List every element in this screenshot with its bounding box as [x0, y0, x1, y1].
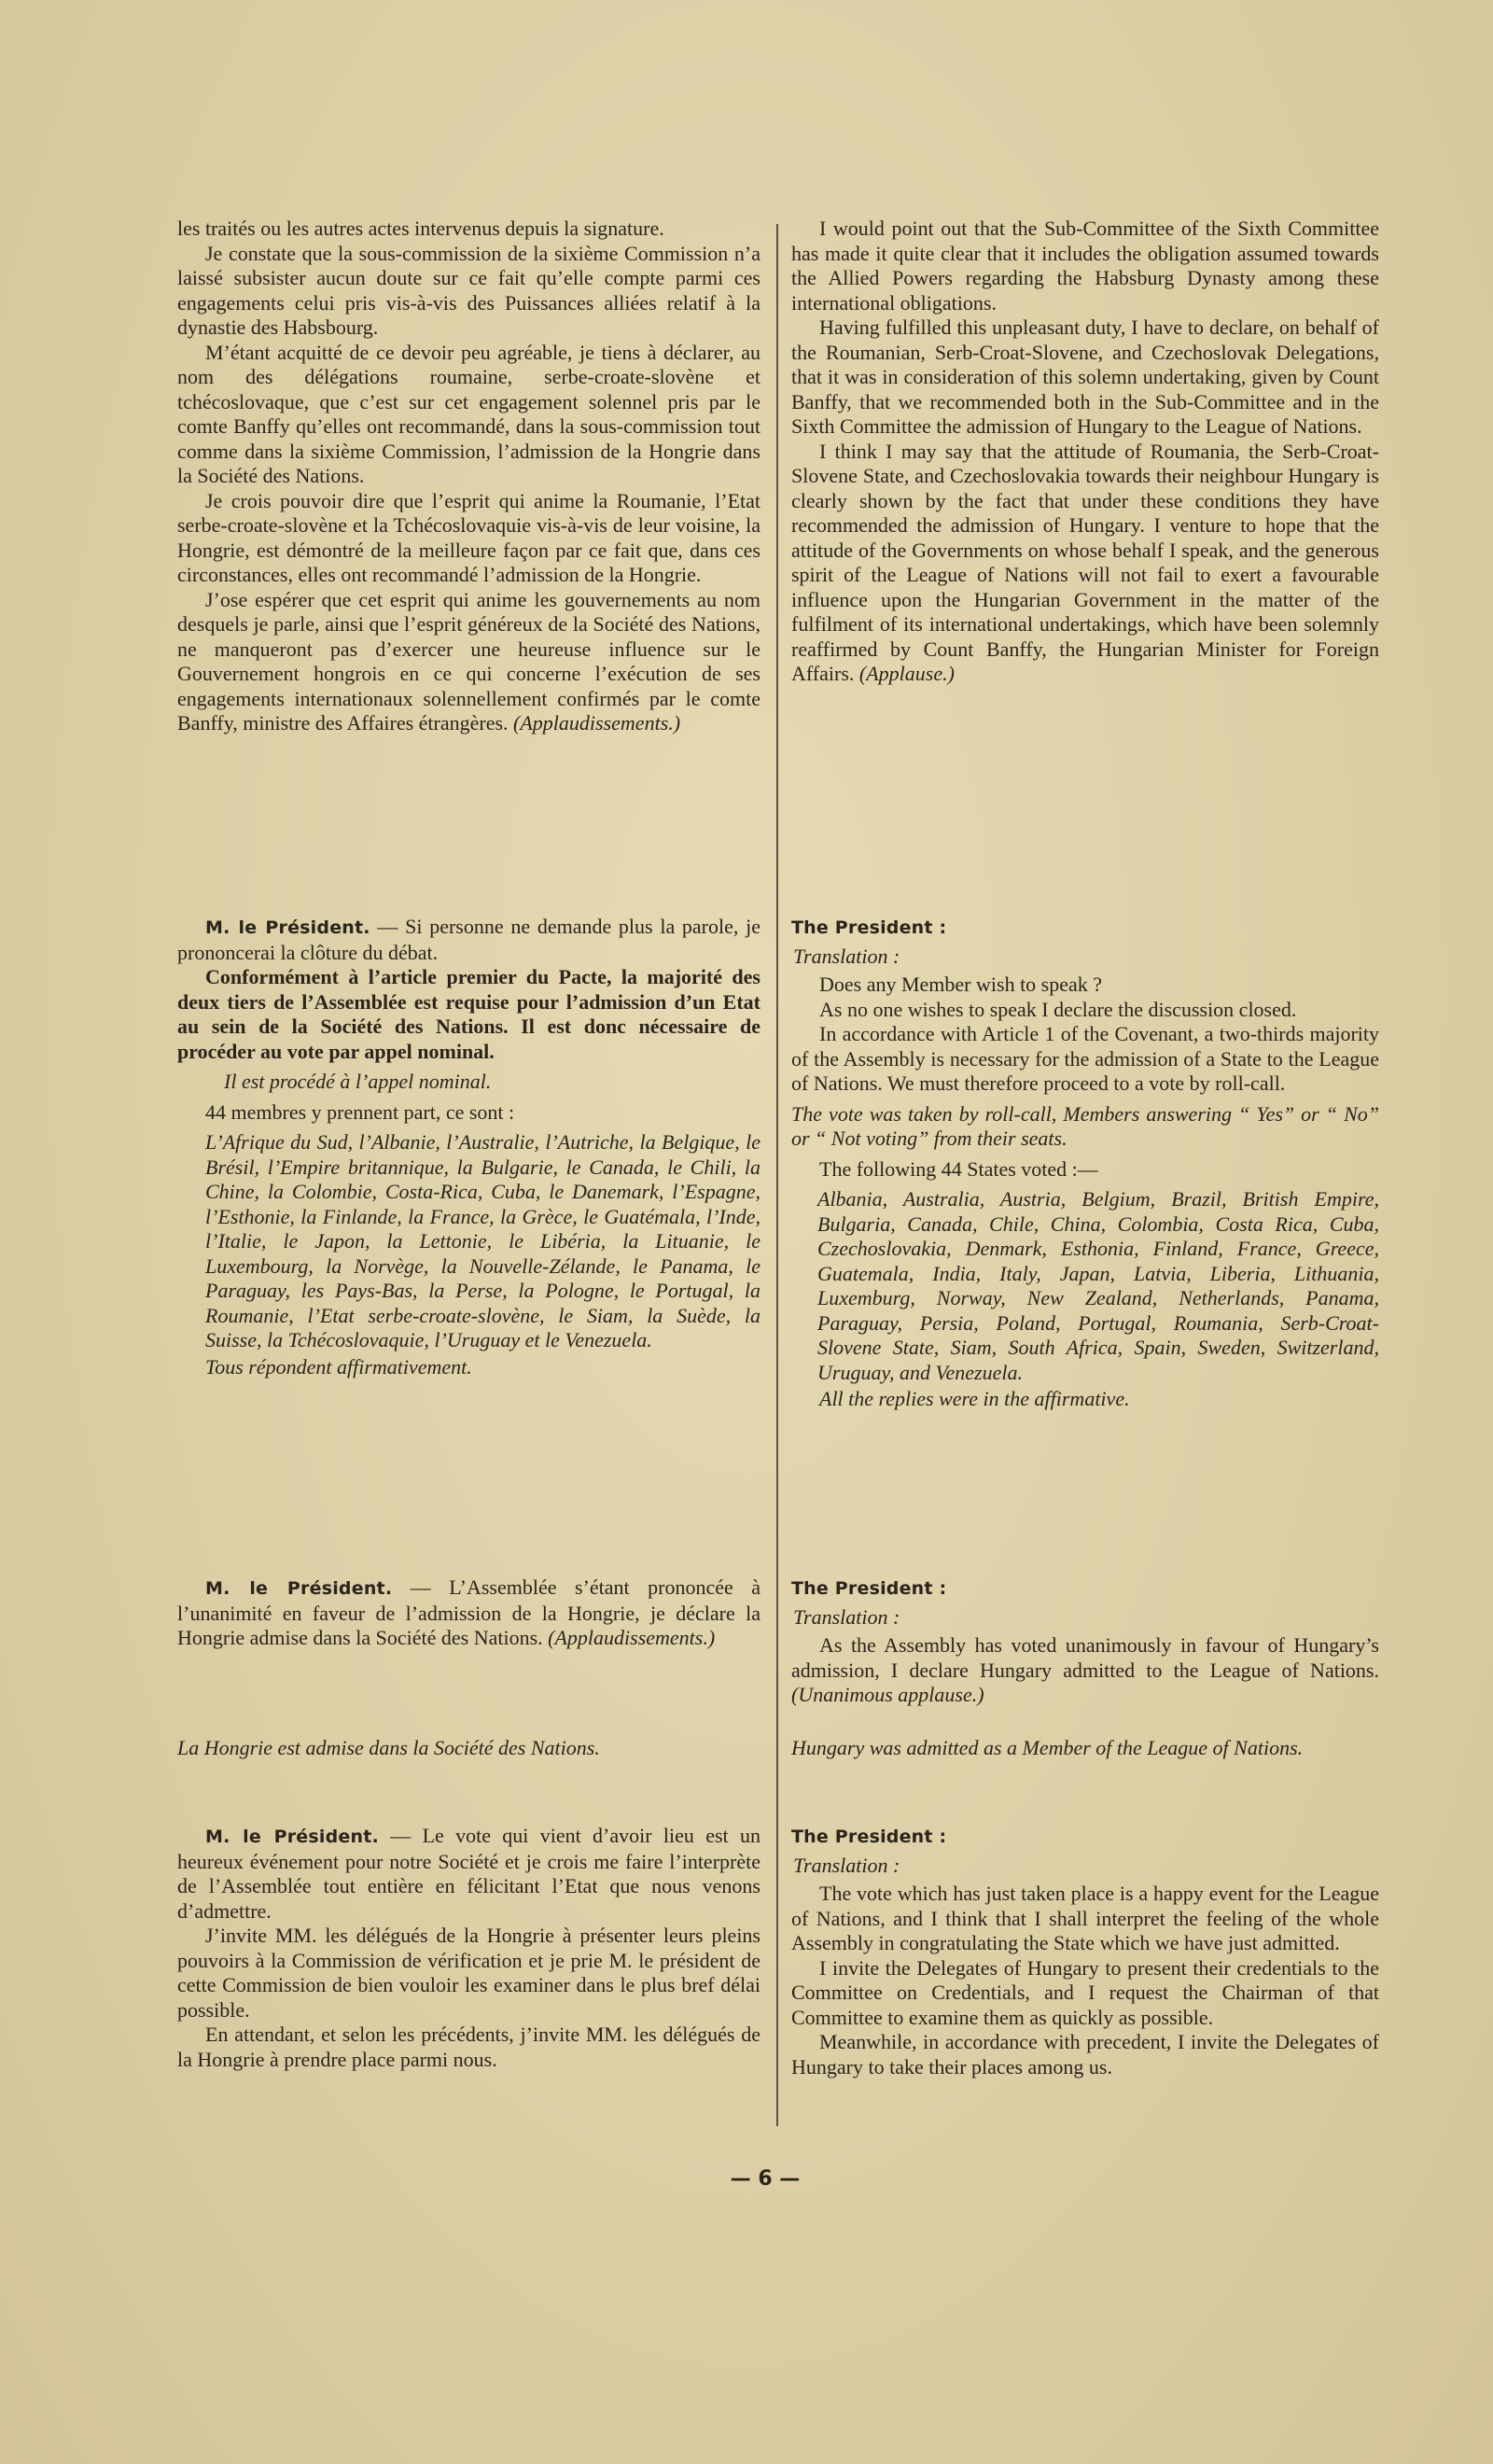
applause-note: (Applause.) [858, 662, 955, 685]
paragraph [791, 915, 1379, 941]
english-vote-section [791, 915, 1379, 1412]
paragraph: I invite the Delegates of Hungary to present their credentials to the Committee on Credentials, and I request the Chairman of that Committee to examine them as quickly as possible. [791, 1955, 1379, 2029]
admission-note: Hungary was admitted as a Member of the League of Nations. [791, 1736, 1304, 1759]
paragraph: Does any Member wish to speak ? [819, 973, 1103, 996]
paragraph [791, 1824, 1379, 1850]
paragraph: The following 44 States voted :— [819, 1156, 1098, 1181]
english-final-section [791, 1824, 1379, 2079]
paragraph [177, 915, 760, 965]
paragraph-text: As the Assembly has voted unanimously in favour of Hungary’s admission, I declare Hungary admitted to the League of Nations. [791, 1633, 1379, 1682]
speaker-label: M. le Président. [205, 1827, 379, 1847]
states-list: L’Afrique du Sud, l’Albanie, l’Australie, l’Autriche, la Belgique, le Brésil, l’Empire britannique, la Bulgarie, le Canada, le Chili, la Chine, la Colombie, Costa-Rica, Cuba, le Danemark, l’Espagne, l’Esthonie, la Finlande, la France, la Grèce, le Guatémala, l’Inde, l’Italie, le Japon, la Lettonie, le Libéria, la Lituanie, le Luxembourg, la Norvège, la Nouvelle-Zélande, le Panama, le Paraguay, les Pays-Bas, la Perse, la Pologne, le Portugal, la Roumanie, l’Etat serbe-croate-slovène, le Siam, la Suède, la Suisse, la Tchécoslovaquie, l’Uruguay et le Venezuela. [205, 1130, 760, 1351]
stage-direction: Il est procédé à l’appel nominal. [224, 1070, 492, 1093]
paragraph: les traités ou les autres actes intervenus depuis la signature. [177, 217, 664, 240]
vote-result: Tous répondent affirmativement. [205, 1354, 472, 1379]
french-intro [177, 217, 760, 736]
paragraph-text: — L’Assemblée s’étant prononcée à l’unanimité en faveur de l’admission de la Hongrie, je déclare la Hongrie admise dans la Société des Nations. [177, 1575, 760, 1649]
page-number: — 6 — [730, 2167, 801, 2191]
english-declaration [791, 1575, 1379, 1708]
translation-label: Translation : [793, 1604, 900, 1629]
paragraph: Conformément à l’article premier du Pacte, la majorité des deux tiers de l’Assemblée est requise pour l’admission d’un Etat au sein de la Société des Nations. Il est donc nécessaire de procéder au vote par appel nominal. [177, 965, 760, 1063]
paragraph: J’invite MM. les délégués de la Hongrie à présenter leurs pleins pouvoirs à la Commission de vérification et je prie M. le président de cette Commission de bien vouloir les examiner dans le plus bref délai possible. [177, 1924, 760, 2022]
french-declaration [177, 1575, 760, 1651]
paragraph: As no one wishes to speak I declare the discussion closed. [819, 997, 1297, 1021]
paragraph-text: I think I may say that the attitude of Roumania, the Serb-Croat-Slovene State, and Czechoslovakia towards their neighbour Hungary is clearly shown by the fact that under these conditions they have recommended the admission of Hungary. I venture to hope that the attitude of the Governments on whose behalf I speak, and the generous spirit of the League of Nations will not fail to exert a favourable influence upon the Hungarian Government in the matter of the fulfilment of its international undertakings, which have been solemnly reaffirmed by Count Banffy, the Hungarian Minister for Foreign Affairs. [791, 439, 1379, 685]
english-admitted-line [791, 1736, 1379, 1761]
paragraph: I would point out that the Sub-Committee of the Sixth Committee has made it quite clear that it includes the obligation assumed towards the Allied Powers regarding the Habsburg Dynasty among these international obligations. [791, 217, 1379, 315]
paragraph: The vote which has just taken place is a happy event for the League of Nations, and I think that I shall interpret the feeling of the whole Assembly in congratulating the State which we have just admitted. [791, 1882, 1379, 1954]
paragraph [791, 1575, 1379, 1602]
paragraph [177, 588, 760, 736]
stage-direction: The vote was taken by roll-call, Members answering “ Yes” or “ No” or “ Not voting” from their seats. [791, 1101, 1379, 1150]
french-vote-section [177, 915, 760, 1379]
french-admitted-line [177, 1736, 760, 1761]
paragraph: In accordance with Article 1 of the Covenant, a two-thirds majority of the Assembly is necessary for the admission of a State to the League of Nations. We must therefore proceed to a vote by roll-call. [791, 1022, 1379, 1095]
paragraph [791, 440, 1379, 687]
paragraph: Having fulfilled this unpleasant duty, I have to declare, on behalf of the Roumanian, Serb-Croat-Slovene, and Czechoslovak Delegations, that it was in consideration of this solemn undertaking, given by Count Banffy, that we recommended both in the Sub-Committee and in the Sixth Committee the admission of Hungary to the League of Nations. [791, 315, 1379, 438]
french-final-section [177, 1824, 760, 2072]
paragraph: 44 membres y prennent part, ce sont : [205, 1099, 515, 1124]
applause-note: (Unanimous applause.) [791, 1683, 984, 1706]
speaker-label: The President : [791, 1578, 947, 1599]
paragraph-text: J’ose espérer que cet esprit qui anime les gouvernements au nom desquels je parle, ainsi que l’esprit généreux de la Société des Nations, ne manqueront pas d’exercer une heureuse influence sur le Gouvernement hongrois en ce qui concerne l’exécution de ses engagements internationaux solennellement confirmés par le comte Banffy, ministre des Affaires étrangères. [177, 587, 760, 735]
speaker-label: The President : [791, 917, 947, 938]
states-list: Albania, Australia, Austria, Belgium, Brazil, British Empire, Bulgaria, Canada, Chile, China, Colombia, Costa Rica, Cuba, Czechoslovakia, Denmark, Esthonia, Finland, France, Greece, Guatemala, India, Italy, Japan, Latvia, Liberia, Lithuania, Luxemburg, Norway, New Zealand, Netherlands, Panama, Paraguay, Persia, Poland, Portugal, Roumania, Serb-Croat-Slovene State, Siam, South Africa, Spain, Sweden, Switzerland, Uruguay, and Venezuela. [817, 1187, 1379, 1384]
admission-note: La Hongrie est admise dans la Société des Nations. [177, 1736, 600, 1759]
speaker-label: M. le Président. [205, 1578, 393, 1599]
paragraph: En attendant, et selon les précédents, j’invite MM. les délégués de la Hongrie à prendre place parmi nous. [177, 2023, 760, 2071]
speaker-label: The President : [791, 1827, 947, 1847]
english-intro [791, 217, 1379, 687]
applause-note: (Applaudissements.) [548, 1626, 716, 1649]
paragraph-text: — Le vote qui vient d’avoir lieu est un heureux événement pour notre Société et je crois me faire l’interprète de l’Assemblée tout entière en félicitant l’Etat que nous venons d’admettre. [177, 1824, 760, 1923]
paragraph: Meanwhile, in accordance with precedent, I invite the Delegates of Hungary to take their places among us. [791, 2030, 1379, 2079]
vote-result: All the replies were in the affirmative. [819, 1387, 1130, 1410]
speaker-label: M. le Président. [205, 917, 370, 938]
paragraph: Je constate que la sous-commission de la sixième Commission n’a laissé subsister aucun doute sur ce fait qu’elle compte parmi ces engagements celui pris vis-à-vis des Puissances alliées relatif à la dynastie des Habsbourg. [177, 241, 760, 339]
paragraph [791, 1633, 1379, 1708]
column-divider [776, 224, 778, 2126]
translation-label: Translation : [793, 944, 900, 968]
applause-note: (Applaudissements.) [513, 711, 681, 735]
paragraph: Je crois pouvoir dire que l’esprit qui anime la Roumanie, l’Etat serbe-croate-slovène et la Tchécoslovaquie vis-à-vis de leur voisine, la Hongrie, est démontré de la meilleure façon par ce fait que, dans ces circonstances, elles ont recommandé l’admission de la Hongrie. [177, 488, 760, 586]
paragraph [177, 1575, 760, 1651]
translation-label: Translation : [793, 1853, 900, 1877]
paragraph [177, 1824, 760, 1924]
paragraph: M’étant acquitté de ce devoir peu agréable, je tiens à déclarer, au nom des délégations roumaine, serbe-croate-slovène et tchécoslovaque, que c’est sur cet engagement solennel pris par le comte Banffy qu’elles ont recommandé, dans la sous-commission tout comme dans la sixième Commission, l’admission de la Hongrie dans la Société des Nations. [177, 340, 760, 487]
paragraph-text: — Si personne ne demande plus la parole, je prononcerai la clôture du débat. [177, 915, 760, 964]
